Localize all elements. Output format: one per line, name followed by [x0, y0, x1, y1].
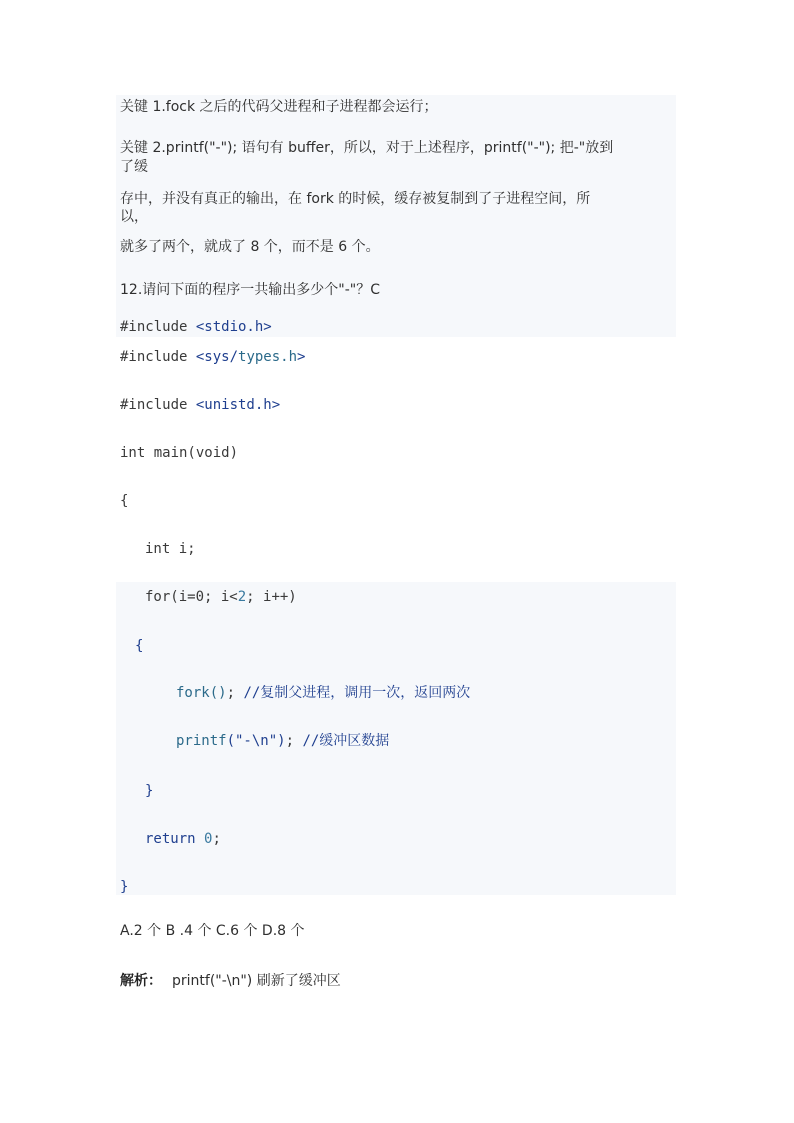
analysis-text: printf("-\n") 刷新了缓冲区 — [172, 973, 341, 989]
paragraph-key-2-cont: 了缓 — [120, 159, 148, 175]
paragraph-key-2: 关键 2.printf("-"); 语句有 buffer，所以，对于上述程序，printf("-"); 把-"放到 — [120, 140, 614, 156]
include-keyword: #include — [120, 397, 196, 413]
return-number: 0 — [204, 831, 213, 847]
return-keyword: return — [145, 831, 205, 847]
include-header-part: <sys/ — [195, 349, 239, 365]
answer-options: A.2 个 B .4 个 C.6 个 D.8 个 — [120, 923, 305, 939]
paragraph-key-1: 关键 1.fock 之后的代码父进程和子进程都会运行； — [120, 99, 438, 115]
code-fork-call — [176, 684, 470, 702]
code-open-brace: { — [120, 493, 129, 509]
analysis-label: 解析： — [120, 973, 162, 989]
include-keyword: #include — [120, 349, 196, 365]
code-decl: int i; — [145, 541, 196, 557]
include-header-part: types.h — [238, 349, 298, 365]
paragraph-key-3: 存中，并没有真正的输出，在 fork 的时候，缓存被复制到了子进程空间，所 — [120, 191, 591, 207]
code-include-unistd — [120, 396, 280, 414]
include-header: <stdio.h> — [195, 319, 272, 335]
printf-args: ("-\n") — [226, 733, 286, 749]
code-main-signature: int main(void) — [120, 445, 239, 461]
for-number: 2 — [237, 589, 247, 605]
code-for-open-brace: { — [135, 638, 144, 654]
analysis — [120, 972, 341, 990]
code-for-loop — [145, 588, 297, 606]
for-part: for(i=0; i< — [145, 589, 238, 605]
include-header-part: > — [297, 349, 306, 365]
return-semicolon: ; — [212, 831, 221, 847]
printf-semicolon: ; — [285, 733, 303, 749]
paragraph-key-4: 就多了两个，就成了 8 个，而不是 6 个。 — [120, 239, 380, 255]
fork-semicolon: ; — [226, 685, 244, 701]
code-for-close-brace: } — [145, 783, 154, 799]
printf-function: printf — [176, 733, 227, 749]
fork-function: fork() — [176, 685, 227, 701]
code-return — [145, 830, 221, 848]
code-include-stdio — [120, 318, 272, 336]
paragraph-key-3-cont: 以， — [120, 209, 148, 225]
code-printf-call — [176, 732, 389, 750]
include-keyword: #include — [120, 319, 196, 335]
highlight-block-top — [116, 95, 676, 337]
include-header: <unistd.h> — [195, 397, 281, 413]
code-include-types — [120, 348, 305, 366]
fork-comment: //复制父进程，调用一次，返回两次 — [243, 685, 471, 701]
for-part: ; i++) — [246, 589, 297, 605]
printf-comment: //缓冲区数据 — [302, 733, 390, 749]
code-close-brace: } — [120, 879, 129, 895]
question-12: 12.请问下面的程序一共输出多少个"-"？C — [120, 282, 380, 298]
